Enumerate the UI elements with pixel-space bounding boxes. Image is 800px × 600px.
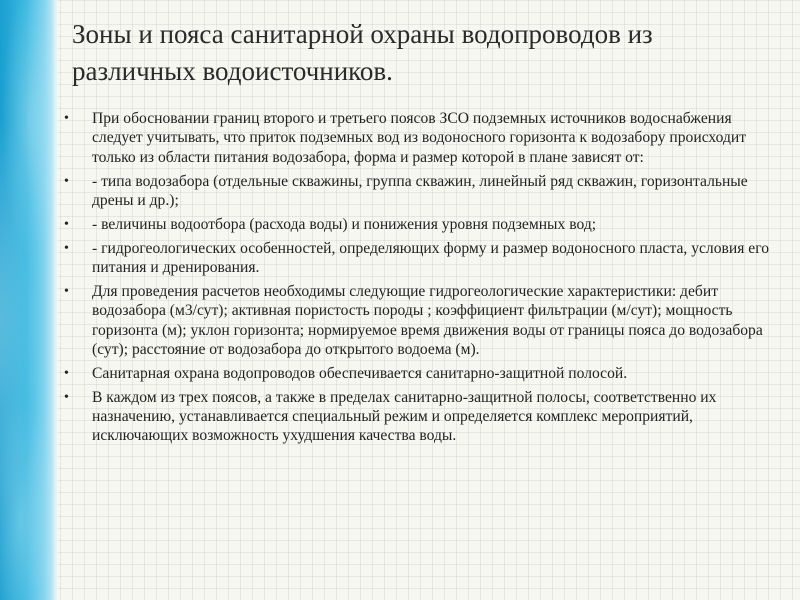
bullet-marker: • <box>64 216 69 232</box>
bullet-marker: • <box>64 111 69 126</box>
bullet-item <box>62 364 774 383</box>
bullet-item <box>62 172 774 211</box>
bullet-item <box>62 282 774 360</box>
bullet-marker: • <box>64 389 69 405</box>
bullet-item <box>62 239 774 278</box>
decorative-side-band <box>0 0 58 600</box>
title-line-1: Зоны и пояса санитарной охраны водопроводов из <box>72 19 653 49</box>
bullet-text: Санитарная охрана водопроводов обеспечивается санитарно-защитной полосой. <box>92 364 628 382</box>
bullet-text: Для проведения расчетов необходимы следующие гидрогеологические характеристики: дебит водозабора (м3/сут); активная пористость породы ; коэффициент фильтрации (м/сут); мощность горизонта (м); уклон горизонта; нормируемое время движения воды от границы пояса до водозабора (сут); расстояние от водозабора до открытого водоема (м). <box>92 282 763 359</box>
bullet-text: - гидрогеологических особенностей, определяющих форму и размер водоносного пласта, условия его питания и дренирования. <box>92 239 769 277</box>
bullet-item <box>62 388 774 446</box>
title-line-2: различных водоисточников. <box>72 56 393 86</box>
bullet-marker: • <box>64 173 69 189</box>
bullet-text: При обосновании границ второго и третьего поясов ЗСО подземных источников водоснабжения следует учитывать, что приток подземных вод из водоносного горизонта к водозабору происходит только из области питания водозабора, форма и размер которой в плане зависят от: <box>92 110 747 166</box>
bullet-marker: • <box>64 365 69 381</box>
bullet-text: - величины водоотбора (расхода воды) и понижения уровня подземных вод; <box>92 215 597 233</box>
bullet-item <box>62 109 774 167</box>
bullet-marker: • <box>64 283 69 299</box>
bullet-list <box>62 109 774 450</box>
slide-title <box>72 16 772 90</box>
bullet-text: В каждом из трех поясов, а также в пределах санитарно-защитной полосы, соответственно их назначению, устанавливается специальный режим и определяется комплекс мероприятий, исключающих возможность ухудшения качества воды. <box>92 388 717 445</box>
bullet-item <box>62 215 774 234</box>
bullet-marker: • <box>64 240 69 256</box>
bullet-text: - типа водозабора (отдельные скважины, группа скважин, линейный ряд скважин, горизонтальные дрены и др.); <box>92 172 748 210</box>
